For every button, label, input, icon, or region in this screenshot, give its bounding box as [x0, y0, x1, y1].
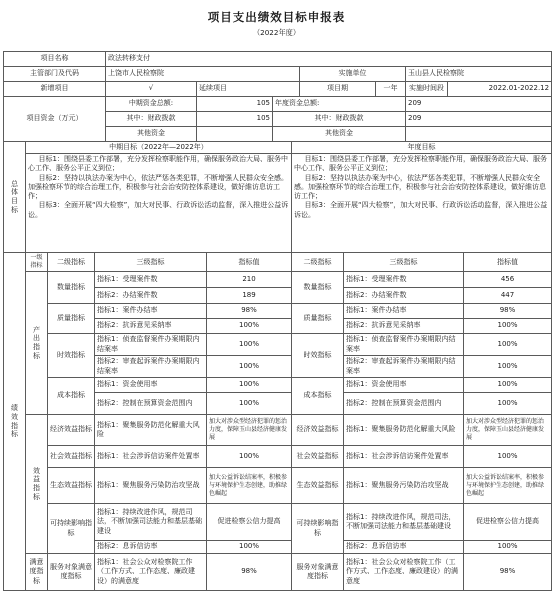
perf-label: 绩 效 指 标	[4, 253, 26, 591]
eco-label-right: 生态效益指标	[292, 468, 344, 504]
indicator-name: 指标1：受理案件数	[95, 272, 207, 288]
mid-fiscal-value: 105	[197, 112, 273, 127]
indicator-name: 指标1：聚集服务防范化解重大风险	[95, 415, 207, 446]
indicator-name: 指标2：息诉信访率	[344, 541, 464, 554]
econ-label: 经济效益指标	[48, 415, 95, 446]
indicator-value: 189	[207, 288, 292, 304]
eco-label: 生态效益指标	[48, 468, 95, 504]
year-total-value: 209	[406, 97, 552, 112]
mid-other-value	[197, 127, 273, 142]
indicator-name: 指标1：受理案件数	[344, 272, 464, 288]
basic-info-table	[3, 51, 552, 142]
indicator-name: 指标1：聚焦服务污染防治攻坚战	[95, 468, 207, 504]
level1-header: 一级指标	[26, 253, 48, 272]
indicator-value: 98%	[464, 304, 552, 319]
sust-label-right: 可持续影响指标	[292, 504, 344, 554]
level3-header: 三级指标	[95, 253, 207, 272]
year-goal-text	[292, 154, 552, 253]
time-label: 时效指标	[48, 334, 95, 378]
new-project-label: 新增项目	[4, 82, 106, 97]
project-name-label: 项目名称	[4, 52, 106, 67]
quality-label: 质量指标	[48, 304, 95, 334]
year-goal-line: 目标2：坚持以执法办案为中心，依法严惩各类犯罪，不断增强人民群众安全感。加强检察环节的综合治理工作，积极参与社会治安防控体系建设，做好維访息访工作；	[294, 173, 546, 201]
indicator-name: 指标1：持续改进作风，规范司法，不断加强司法能力和基层基础建设	[344, 504, 464, 541]
value-header-right: 指标值	[464, 253, 552, 272]
level2-header: 二级指标	[48, 253, 95, 272]
indicator-name: 指标2：控制在预算资金范围内	[344, 393, 464, 415]
form-title: 项目支出绩效目标申报表	[207, 10, 346, 24]
indicator-value: 100%	[464, 446, 552, 468]
satisfaction-indicator-label: 满意度指标	[26, 554, 48, 591]
indicator-value: 100%	[207, 446, 292, 468]
year-goal-header: 年度目标	[292, 142, 552, 154]
dept-label: 主管部门及代码	[4, 67, 106, 82]
sust-label: 可持续影响指标	[48, 504, 95, 554]
impl-time-value: 2022.01-2022.12	[448, 82, 552, 97]
indicator-name: 指标2：审查起诉案件办案期限内结案率	[95, 356, 207, 378]
impl-unit-value: 玉山县人民检察院	[406, 67, 552, 82]
social-label-right: 社会效益指标	[292, 446, 344, 468]
funds-label: 项目资金（万元）	[4, 97, 106, 142]
mid-goal-line: 目标3：全面开展“四大检察”，加大对民事、行政诉讼活动监督，深入推进公益诉讼。	[28, 201, 289, 219]
indicator-name: 指标1：侦查监督案件办案期限内结案率	[344, 334, 464, 356]
indicator-value: 100%	[207, 319, 292, 334]
indicator-name: 指标1：聚焦服务污染防治攻坚战	[344, 468, 464, 504]
mid-goal-line: 目标2：坚持以执法办案为中心，依法严惩各类犯罪，不断增强人民群众安全感。加强检察环节的综合治理工作，积极参与社会治安防控体系建设，做好維访息访工作；	[28, 173, 288, 201]
indicator-name: 指标1：案件办结率	[95, 304, 207, 319]
mid-fiscal-label: 其中：财政拨款	[106, 112, 197, 127]
output-indicator-label: 产 出 指 标	[26, 272, 48, 415]
year-goal-line: 目标3：全面开展“四大检察”，加大对民事、行政诉讼活动监督，深入推进公益诉讼。	[294, 201, 548, 219]
performance-form	[3, 51, 552, 591]
dept-value: 上饶市人民检察院	[106, 67, 300, 82]
indicator-value: 98%	[207, 304, 292, 319]
indicator-name: 指标1：侦查监督案件办案期限内结案率	[95, 334, 207, 356]
period-value: 一年	[376, 82, 406, 97]
effect-indicator-label: 效 益 指 标	[26, 415, 48, 554]
project-name-value: 政法转移支付	[106, 52, 552, 67]
indicator-value: 456	[464, 272, 552, 288]
indicator-value: 98%	[464, 554, 552, 591]
mid-other-label: 其他资金	[106, 127, 197, 142]
indicator-value: 100%	[207, 334, 292, 356]
new-project-check: √	[106, 82, 197, 97]
econ-label-right: 经济效益指标	[292, 415, 344, 446]
indicator-name: 指标1：案件办结率	[344, 304, 464, 319]
sat-label-right: 服务对象满意度指标	[292, 554, 344, 591]
indicator-name: 指标2：办结案件数	[95, 288, 207, 304]
year-other-value	[406, 127, 552, 142]
impl-unit-label: 实施单位	[300, 67, 406, 82]
mid-goal-text	[26, 154, 292, 253]
indicator-name: 指标2：办结案件数	[344, 288, 464, 304]
indicator-value: 加大对涉众型经济犯罪的惩治力度，保障玉山县经济健康发展	[464, 415, 552, 446]
indicator-value: 100%	[464, 378, 552, 393]
indicator-value: 加大公益诉讼结案率，积极参与环境保护生态创建，助推绿色崛起	[207, 468, 292, 504]
indicator-value: 100%	[464, 393, 552, 415]
indicator-value: 促进检察公信力提高	[207, 504, 292, 541]
indicator-value: 447	[464, 288, 552, 304]
indicator-table	[3, 252, 552, 591]
year-other-label: 其他资金	[273, 127, 406, 142]
year-fiscal-label: 其中：财政拨款	[273, 112, 406, 127]
indicator-name: 指标1：聚集服务防范化解重大风险	[344, 415, 464, 446]
mid-total-value: 105	[197, 97, 273, 112]
form-year: （2022年度）	[252, 28, 301, 37]
qty-label: 数量指标	[48, 272, 95, 304]
indicator-name: 指标1：社会涉诉信访案件处置率	[95, 446, 207, 468]
time-label-right: 时效指标	[292, 334, 344, 378]
impl-time-label: 实施时间段	[406, 82, 448, 97]
social-label: 社会效益指标	[48, 446, 95, 468]
year-fiscal-value: 209	[406, 112, 552, 127]
indicator-name: 指标1：持续改进作风，规范司法，不断加强司法能力和基层基础建设	[95, 504, 207, 541]
level2-header-right: 二级指标	[292, 253, 344, 272]
indicator-value: 促进检察公信力提高	[464, 504, 552, 541]
indicator-name: 指标1：社会涉诉信访案件处置率	[344, 446, 464, 468]
level3-header-right: 三级指标	[344, 253, 464, 272]
cost-label-right: 成本指标	[292, 378, 344, 415]
qty-label-right: 数量指标	[292, 272, 344, 304]
indicator-name: 指标2：控制在预算资金范围内	[95, 393, 207, 415]
period-label: 项目期	[300, 82, 376, 97]
indicator-name: 指标1：社会公众对检察院工作（工作方式、工作态度、廉政建设）的满意度	[95, 554, 207, 591]
indicator-name: 指标2：息诉信访率	[95, 541, 207, 554]
indicator-value: 100%	[464, 334, 552, 356]
sat-label: 服务对象满意度指标	[48, 554, 95, 591]
value-header: 指标值	[207, 253, 292, 272]
year-goal-line: 目标1：围绕县委工作部署，充分发挥检察职能作用，确保服务政治大局、服务中心工作、服务公平正义到位；	[294, 155, 547, 173]
indicator-name: 指标1：资金使用率	[95, 378, 207, 393]
mid-total-label: 中期资金总额:	[106, 97, 197, 112]
indicator-value: 100%	[207, 393, 292, 415]
goals-table	[3, 141, 552, 253]
indicator-name: 指标2：抗诉意见采纳率	[344, 319, 464, 334]
indicator-name: 指标2：审查起诉案件办案期限内结案率	[344, 356, 464, 378]
indicator-value: 加大公益诉讼结案率，积极参与环境保护生态创建，助推绿色崛起	[464, 468, 552, 504]
year-total-label: 年度资金总额:	[273, 97, 406, 112]
cont-project-label: 延续项目	[197, 82, 300, 97]
cost-label: 成本指标	[48, 378, 95, 415]
quality-label-right: 质量指标	[292, 304, 344, 334]
indicator-value: 100%	[464, 541, 552, 554]
indicator-name: 指标1：社会公众对检察院工作（工作方式、工作态度、廉政建设）的满意度	[344, 554, 464, 591]
indicator-value: 加大对涉众型经济犯罪的惩治力度，保障玉山县经济健康发展	[207, 415, 292, 446]
indicator-value: 100%	[207, 541, 292, 554]
indicator-name: 指标1：资金使用率	[344, 378, 464, 393]
indicator-name: 指标2：抗诉意见采纳率	[95, 319, 207, 334]
mid-goal-header: 中期目标（2022年—2022年）	[26, 142, 292, 154]
mid-goal-line: 目标1：围绕县委工作部署，充分发挥检察职能作用，确保服务政治大局、服务中心工作、服务公平正义到位；	[28, 155, 288, 173]
goals-label: 总 体 目 标	[4, 142, 26, 253]
indicator-value: 100%	[207, 356, 292, 378]
indicator-value: 100%	[207, 378, 292, 393]
indicator-value: 210	[207, 272, 292, 288]
indicator-value: 100%	[464, 356, 552, 378]
indicator-value: 100%	[464, 319, 552, 334]
indicator-value: 98%	[207, 554, 292, 591]
